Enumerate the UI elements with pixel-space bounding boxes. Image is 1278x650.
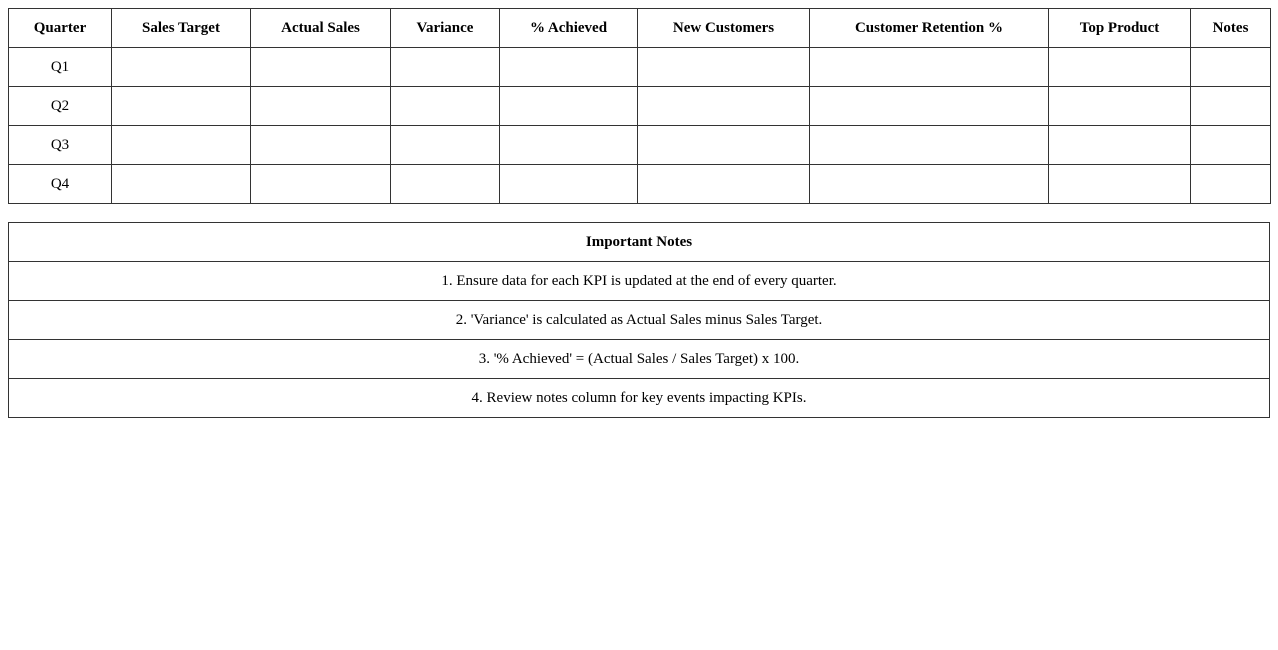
cell-top-product[interactable]: [1049, 126, 1191, 165]
cell-sales-target[interactable]: [112, 165, 251, 204]
header-customer-retention: Customer Retention %: [810, 9, 1049, 48]
kpi-table: [8, 8, 1271, 204]
cell-variance[interactable]: [391, 87, 500, 126]
cell-actual-sales[interactable]: [251, 48, 391, 87]
note-row: [9, 301, 1270, 340]
cell-actual-sales[interactable]: [251, 126, 391, 165]
header-sales-target: Sales Target: [112, 9, 251, 48]
header-new-customers: New Customers: [638, 9, 810, 48]
kpi-header-row: [9, 9, 1271, 48]
cell-quarter: Q1: [9, 48, 112, 87]
notes-header-row: [9, 223, 1270, 262]
cell-sales-target[interactable]: [112, 48, 251, 87]
cell-new-customers[interactable]: [638, 165, 810, 204]
cell-actual-sales[interactable]: [251, 165, 391, 204]
cell-customer-retention[interactable]: [810, 165, 1049, 204]
important-notes-table: [8, 222, 1270, 418]
cell-achieved[interactable]: [500, 165, 638, 204]
cell-achieved[interactable]: [500, 48, 638, 87]
cell-customer-retention[interactable]: [810, 87, 1049, 126]
cell-achieved[interactable]: [500, 126, 638, 165]
cell-variance[interactable]: [391, 165, 500, 204]
cell-variance[interactable]: [391, 126, 500, 165]
note-item: 1. Ensure data for each KPI is updated at the end of every quarter.: [9, 262, 1270, 301]
cell-achieved[interactable]: [500, 87, 638, 126]
note-item: 4. Review notes column for key events impacting KPIs.: [9, 379, 1270, 418]
cell-notes[interactable]: [1191, 48, 1271, 87]
notes-title: Important Notes: [9, 223, 1270, 262]
note-row: [9, 262, 1270, 301]
note-item: 2. 'Variance' is calculated as Actual Sales minus Sales Target.: [9, 301, 1270, 340]
header-actual-sales: Actual Sales: [251, 9, 391, 48]
cell-sales-target[interactable]: [112, 87, 251, 126]
cell-notes[interactable]: [1191, 87, 1271, 126]
cell-top-product[interactable]: [1049, 165, 1191, 204]
cell-new-customers[interactable]: [638, 126, 810, 165]
cell-notes[interactable]: [1191, 126, 1271, 165]
table-row: [9, 87, 1271, 126]
note-row: [9, 379, 1270, 418]
cell-variance[interactable]: [391, 48, 500, 87]
cell-quarter: Q3: [9, 126, 112, 165]
note-row: [9, 340, 1270, 379]
cell-top-product[interactable]: [1049, 48, 1191, 87]
cell-new-customers[interactable]: [638, 48, 810, 87]
cell-sales-target[interactable]: [112, 126, 251, 165]
header-variance: Variance: [391, 9, 500, 48]
cell-quarter: Q4: [9, 165, 112, 204]
cell-quarter: Q2: [9, 87, 112, 126]
header-achieved: % Achieved: [500, 9, 638, 48]
cell-actual-sales[interactable]: [251, 87, 391, 126]
table-row: [9, 165, 1271, 204]
header-quarter: Quarter: [9, 9, 112, 48]
cell-top-product[interactable]: [1049, 87, 1191, 126]
cell-customer-retention[interactable]: [810, 48, 1049, 87]
header-notes: Notes: [1191, 9, 1271, 48]
note-item: 3. '% Achieved' = (Actual Sales / Sales Target) x 100.: [9, 340, 1270, 379]
cell-customer-retention[interactable]: [810, 126, 1049, 165]
header-top-product: Top Product: [1049, 9, 1191, 48]
cell-notes[interactable]: [1191, 165, 1271, 204]
table-row: [9, 126, 1271, 165]
table-row: [9, 48, 1271, 87]
cell-new-customers[interactable]: [638, 87, 810, 126]
